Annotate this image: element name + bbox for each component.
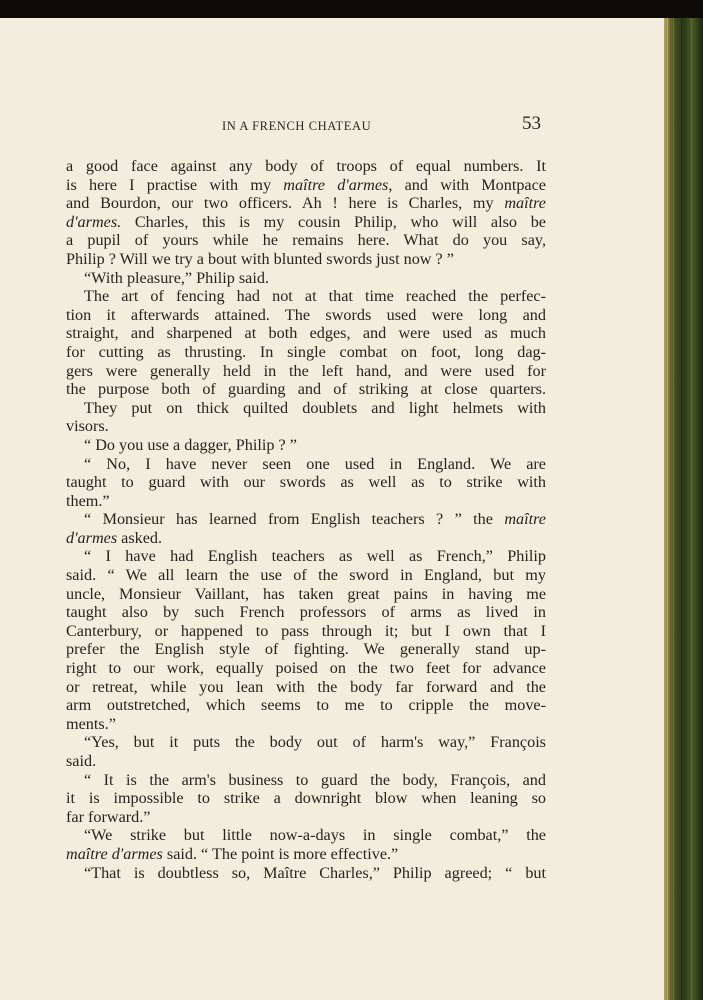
italic-run: d'armes. <box>66 212 122 231</box>
text-line <box>66 231 546 250</box>
text-line <box>66 603 546 622</box>
text-run: taught to guard with our swords as well as to strike with <box>66 473 546 492</box>
text-line <box>66 250 546 269</box>
text-line <box>66 789 546 808</box>
text-run: They put on thick quilted doublets and light helmets with <box>84 398 546 417</box>
text-line <box>66 529 546 548</box>
text-run: “We strike but little now-a-days in single combat,” the <box>84 826 546 845</box>
text-run: said. <box>66 752 97 770</box>
text-run: taught also by such French professors of arms as lived in <box>66 603 546 622</box>
text-line <box>66 752 546 771</box>
book-spine-edge <box>664 18 703 1000</box>
text-run: “With pleasure,” Philip said. <box>84 268 270 287</box>
text-run: The art of fencing had not at that time reached the perfec- <box>84 287 546 306</box>
text-run: said. “ The point is more effective.” <box>162 844 399 863</box>
text-line <box>66 157 546 176</box>
text-run: it is impossible to strike a downright blow when leaning so <box>66 789 546 808</box>
text-run: gers were generally held in the left hand, and were used for <box>66 361 546 380</box>
text-line <box>66 678 546 697</box>
text-run: said. “ We all learn the use of the sword in England, but my <box>66 566 546 585</box>
text-run: “ No, I have never seen one used in England. We are <box>84 454 546 473</box>
italic-run: maître <box>504 194 546 213</box>
text-run: visors. <box>66 417 109 436</box>
text-line <box>66 492 546 511</box>
italic-run: maître d'armes <box>283 175 389 194</box>
text-line <box>66 306 546 325</box>
text-line <box>66 715 546 734</box>
text-run: Charles, this is my cousin Philip, who will also be <box>121 212 546 231</box>
text-line <box>66 808 546 827</box>
text-run: “That is doubtless so, Maître Charles,” Philip agreed; “ but <box>84 863 546 882</box>
text-run: them.” <box>66 491 110 510</box>
text-line <box>66 436 546 455</box>
text-run: or retreat, while you lean with the body far forward and the <box>66 677 546 696</box>
page-number: 53 <box>522 113 541 134</box>
text-line <box>66 659 546 678</box>
text-run: uncle, Monsieur Vaillant, has taken great pains in having me <box>66 584 546 603</box>
text-run: for cutting as thrusting. In single combat on foot, long dag- <box>66 342 546 361</box>
text-run: the purpose both of guarding and of striking at close quarters. <box>66 380 546 399</box>
text-run: is here I practise with my <box>66 175 284 194</box>
text-line <box>66 343 546 362</box>
text-line <box>66 324 546 343</box>
running-head: IN A FRENCH CHATEAU <box>222 119 372 133</box>
text-line <box>66 585 546 604</box>
text-line <box>66 399 546 418</box>
text-line <box>66 473 546 492</box>
text-line <box>66 417 546 436</box>
text-line <box>66 380 546 399</box>
text-run: “ Do you use a dagger, Philip ? ” <box>84 435 297 454</box>
text-line <box>66 510 546 529</box>
text-run: “ It is the arm's business to guard the body, François, and <box>84 770 546 789</box>
text-line <box>66 696 546 715</box>
text-line <box>66 771 546 790</box>
italic-run: d'armes <box>66 528 118 547</box>
text-line <box>66 566 546 585</box>
text-line <box>66 194 546 213</box>
text-line <box>66 845 546 864</box>
text-run: ments.” <box>66 714 116 733</box>
text-run: Philip ? Will we try a bout with blunted swords just now ? ” <box>66 249 454 268</box>
text-run: and Bourdon, our two officers. Ah ! here is Charles, my <box>66 194 505 213</box>
text-run: “ Monsieur has learned from English teachers ? ” the <box>84 510 505 529</box>
text-line <box>66 213 546 232</box>
italic-run: maître <box>504 510 546 529</box>
text-run: asked. <box>117 528 163 547</box>
text-line <box>66 287 546 306</box>
text-run: “Yes, but it puts the body out of harm's way,” François <box>84 733 546 752</box>
text-line <box>66 733 546 752</box>
text-run: far forward.” <box>66 807 151 826</box>
text-run: Canterbury, or happened to pass through it; but I own that I <box>66 621 546 640</box>
body-text <box>66 157 546 882</box>
text-run: right to our work, equally poised on the two feet for advance <box>66 659 546 678</box>
text-run: tion it afterwards attained. The swords used were long and <box>66 305 546 324</box>
text-line <box>66 640 546 659</box>
text-run: prefer the English style of fighting. We generally stand up- <box>66 640 546 659</box>
text-line <box>66 826 546 845</box>
text-line <box>66 176 546 195</box>
text-line <box>66 455 546 474</box>
text-line <box>66 362 546 381</box>
text-run: a good face against any body of troops of equal numbers. It <box>66 157 546 175</box>
text-line <box>66 547 546 566</box>
text-line <box>66 269 546 288</box>
italic-run: maître d'armes <box>66 844 163 863</box>
text-run: “ I have had English teachers as well as French,” Philip <box>84 547 546 566</box>
text-run: a pupil of yours while he remains here. What do you say, <box>66 231 546 250</box>
text-run: , and with Montpace <box>388 175 546 194</box>
text-run: arm outstretched, which seems to me to cripple the move- <box>66 696 546 715</box>
text-run: straight, and sharpened at both edges, and were used as much <box>66 324 546 343</box>
text-line <box>66 864 546 883</box>
text-line <box>66 622 546 641</box>
